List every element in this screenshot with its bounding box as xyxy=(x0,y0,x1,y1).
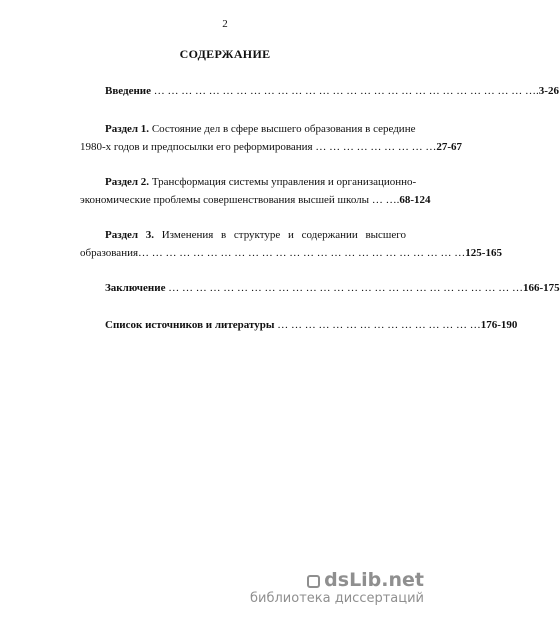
toc-entry-text: Изменения в структуре и содержании высшего xyxy=(161,229,407,241)
toc-entry-text: Состояние дел в сфере высшего образования в середине xyxy=(151,123,416,135)
toc-entry-line xyxy=(80,279,560,297)
toc-entry-text: образования xyxy=(80,247,139,259)
toc-entry-label: Заключение xyxy=(105,282,166,294)
toc-entry-section-1 xyxy=(80,120,463,156)
toc-entry-line: Введение … … … … … … … … … … … … … … … … … … … … … … … … … … … ….3-26 xyxy=(105,85,559,97)
toc-entry-pages: 166-175 xyxy=(522,282,560,294)
toc-entry-introduction xyxy=(80,82,559,100)
toc-title: СОДЕРЖАНИЕ xyxy=(179,47,271,61)
toc-entry-pages: 27-67 xyxy=(436,141,463,153)
toc-entry-line xyxy=(80,173,417,191)
toc-entry-text: экономические проблемы совершенствования высшей школы xyxy=(80,194,370,206)
toc-entry-line xyxy=(80,244,502,262)
toc-entry-line xyxy=(80,316,518,334)
toc-leader-dots: … … … … … … … … … … … … … … … xyxy=(277,319,481,331)
toc-entry-bibliography xyxy=(80,316,518,334)
toc-entry-section-2 xyxy=(80,173,431,209)
toc-entry-label: Раздел 1. xyxy=(105,123,150,135)
toc-leader-dots: … … … … … … … … … … … … … … … … … … … … … … … … … … xyxy=(168,282,523,294)
toc-entry-line xyxy=(80,226,406,244)
book-icon xyxy=(307,575,320,588)
watermark-logo-text: dsLib.net xyxy=(324,569,424,591)
toc-entry-text: 1980-х годов и предпосылки его реформирования xyxy=(80,141,313,153)
toc-leader-dots: … … xyxy=(371,194,397,206)
toc-entry-conclusion xyxy=(80,279,560,297)
toc-entry-pages: 3-26 xyxy=(538,85,559,97)
toc-leader-dots: … … … … … … … … … … … … … … … … … … … … … … … … xyxy=(138,247,466,259)
toc-entry-text: Трансформация системы управления и организационно- xyxy=(151,176,417,188)
watermark xyxy=(250,569,424,607)
page-number: 2 xyxy=(222,18,228,30)
toc-entry-line xyxy=(80,120,416,138)
toc-leader-dots: … … … … … … … … … xyxy=(315,141,437,153)
toc-entry-pages: 68-124 xyxy=(399,194,431,206)
toc-entry-pages: 125-165 xyxy=(465,247,502,259)
watermark-tagline: библиотека диссертаций xyxy=(250,591,424,606)
toc-entry-label: Раздел 2. xyxy=(105,176,150,188)
toc-entry-pages: 176-190 xyxy=(480,319,518,331)
toc-entry-label: Введение xyxy=(105,85,152,97)
toc-entry-section-3 xyxy=(80,226,502,262)
toc-entry-line: экономические проблемы совершенствования высшей школы … ….68-124 xyxy=(80,194,431,206)
toc-entry-label: Раздел 3. xyxy=(105,229,155,241)
toc-leader-dots: … … … … … … … … … … … … … … … … … … … … … … … … … … … … xyxy=(153,85,537,97)
toc-entry-line xyxy=(80,138,463,156)
watermark-logo xyxy=(250,569,424,591)
toc-entry-label: Список источников и литературы xyxy=(105,319,275,331)
